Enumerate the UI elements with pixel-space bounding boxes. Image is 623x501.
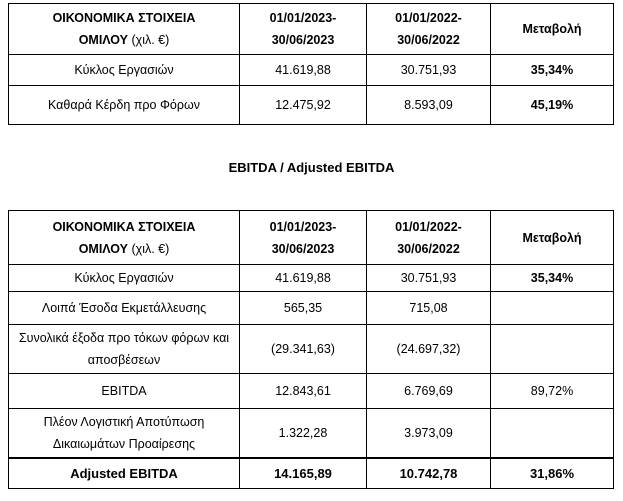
period-2022-start: 01/01/2022-: [395, 219, 462, 234]
period-2022-end: 30/06/2022: [397, 241, 460, 256]
row-label-line2: αποσβέσεων: [87, 353, 161, 367]
value-2022: 3.973,09: [367, 409, 491, 459]
header-change: Μεταβολή: [491, 4, 614, 55]
period-2023-end: 30/06/2023: [271, 33, 335, 47]
table-row: [9, 265, 614, 292]
table-row: [9, 86, 614, 125]
change-value: 35,34%: [491, 55, 614, 86]
table-header-row: [9, 4, 614, 55]
header-label-line1: ΟΙΚΟΝΟΜΙΚΑ ΣΤΟΙΧΕΙΑ: [52, 219, 196, 234]
value-2023: 12.843,61: [240, 374, 367, 409]
table-row: [9, 374, 614, 409]
header-label-group: ΟΜΙΛΟΥ: [78, 33, 129, 47]
value-2023: 41.619,88: [240, 55, 367, 86]
change-value: [491, 409, 614, 459]
row-label-line2: Δικαιωμάτων Προαίρεσης: [52, 437, 196, 451]
header-label-line1: ΟΙΚΟΝΟΜΙΚΑ ΣΤΟΙΧΕΙΑ: [52, 11, 196, 25]
row-label-line1: Πλέον Λογιστική Αποτύπωση: [43, 415, 205, 429]
value-2023: 565,35: [240, 292, 367, 325]
table-header-row: [9, 211, 614, 265]
value-2022: 6.769,69: [367, 374, 491, 409]
total-2023: 14.165,89: [240, 458, 367, 489]
total-row: [9, 458, 614, 489]
period-2023-end: 30/06/2023: [271, 241, 335, 256]
header-period-2022: [367, 211, 491, 265]
header-label-unit: (χιλ. €): [128, 33, 170, 47]
table-row: [9, 292, 614, 325]
row-label: Κύκλος Εργασιών: [9, 265, 240, 292]
ebitda-table: [8, 210, 614, 489]
total-label: Adjusted EBITDA: [9, 458, 240, 489]
period-2022-end: 30/06/2022: [397, 33, 460, 47]
value-2023: 12.475,92: [240, 86, 367, 125]
total-change: 31,86%: [491, 458, 614, 489]
header-period-2023: [240, 211, 367, 265]
header-change: Μεταβολή: [491, 211, 614, 265]
row-label: EBITDA: [9, 374, 240, 409]
section-heading: EBITDA / Adjusted EBITDA: [228, 160, 395, 175]
change-value: [491, 292, 614, 325]
value-2022: (24.697,32): [367, 325, 491, 374]
row-label-line1: Συνολικά έξοδα προ τόκων φόρων και: [18, 331, 230, 345]
value-2022: 715,08: [367, 292, 491, 325]
row-label: Καθαρά Κέρδη προ Φόρων: [9, 86, 240, 125]
value-2022: 30.751,93: [367, 265, 491, 292]
row-label-cell: [9, 409, 240, 459]
row-label: Κύκλος Εργασιών: [9, 55, 240, 86]
row-label-cell: [9, 325, 240, 374]
value-2022: 8.593,09: [367, 86, 491, 125]
header-label-group: ΟΜΙΛΟΥ: [78, 241, 129, 256]
value-2023: 41.619,88: [240, 265, 367, 292]
header-period-2023: [240, 4, 367, 55]
row-label: Λοιπά Έσοδα Εκμετάλλευσης: [9, 292, 240, 325]
period-2022-start: 01/01/2022-: [395, 11, 462, 25]
header-label-unit: (χιλ. €): [128, 241, 170, 256]
table-row: [9, 55, 614, 86]
period-2023-start: 01/01/2023-: [269, 219, 337, 234]
change-value: 45,19%: [491, 86, 614, 125]
header-label-cell: [9, 211, 240, 265]
change-value: 35,34%: [491, 265, 614, 292]
financial-summary-table: [8, 3, 614, 125]
value-2023: (29.341,63): [240, 325, 367, 374]
value-2023: 1.322,28: [240, 409, 367, 459]
value-2022: 30.751,93: [367, 55, 491, 86]
change-value: 89,72%: [491, 374, 614, 409]
change-value: [491, 325, 614, 374]
period-2023-start: 01/01/2023-: [269, 11, 337, 25]
header-label-cell: [9, 4, 240, 55]
header-period-2022: [367, 4, 491, 55]
table-row: [9, 325, 614, 374]
table-row: [9, 409, 614, 459]
total-2022: 10.742,78: [367, 458, 491, 489]
